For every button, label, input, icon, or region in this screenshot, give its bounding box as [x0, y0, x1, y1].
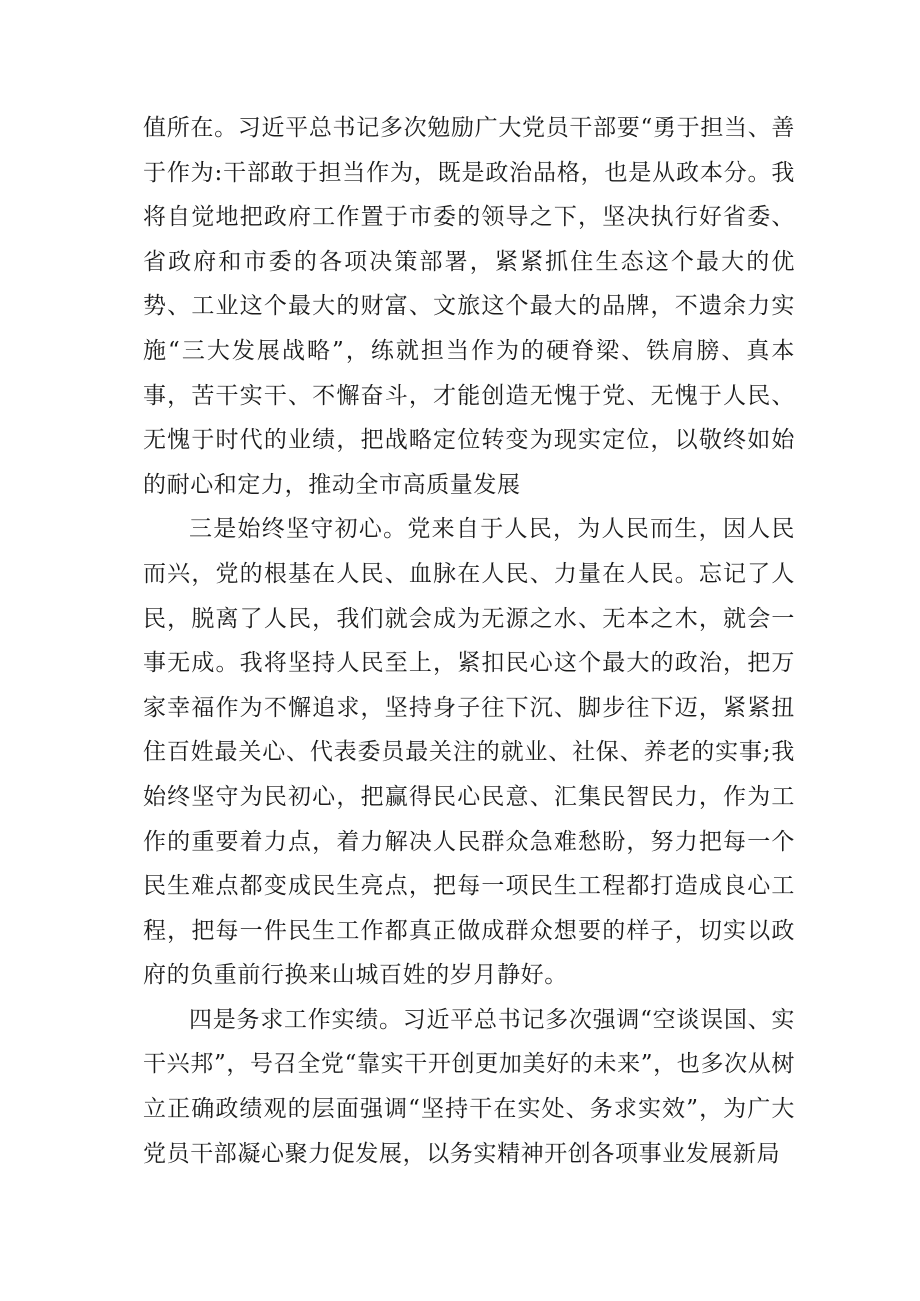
paragraph-continuation: 值所在。习近平总书记多次勉励广大党员干部要“勇于担当、善于作为:干部敢于担当作为，既是政治品格，也是从政本分。我将自觉地把政府工作置于市委的领导之下，坚决执行好省委、省政府和市委的各项决策部署，紧紧抓住生态这个最大的优势、工业这个最大的财富、文旅这个最大的品牌，不遗余力实施“三大发展战略”，练就担当作为的硬脊梁、铁肩膀、真本事，苦干实干、不懈奋斗，才能创造无愧于党、无愧于人民、无愧于时代的业绩，把战略定位转变为现实定位，以敬终如始的耐心和定力，推动全市高质量发展: [143, 115, 795, 498]
document-body: [143, 106, 795, 1176]
paragraph-third-point: 三是始终坚守初心。党来自于人民，为人民而生，因人民而兴，党的根基在人民、血脉在人民、力量在人民。忘记了人民，脱离了人民，我们就会成为无源之水、无本之木，就会一事无成。我将坚持人民至上，紧扣民心这个最大的政治，把万家幸福作为不懈追求，坚持身子往下沉、脚步往下迈，紧紧扭住百姓最关心、代表委员最关注的就业、社保、养老的实事;我始终坚守为民初心，把赢得民心民意、汇集民智民力，作为工作的重要着力点，着力解决人民群众急难愁盼，努力把每一个民生难点都变成民生亮点，把每一项民生工程都打造成良心工程，把每一件民生工作都真正做成群众想要的样子，切实以政府的负重前行换来山城百姓的岁月静好。: [143, 516, 795, 989]
paragraph-fourth-point: 四是务求工作实绩。习近平总书记多次强调“空谈误国、实干兴邦”，号召全党“靠实干开创更加美好的未来”，也多次从树立正确政绩观的层面强调“坚持干在实处、务求实效”，为广大党员干部凝心聚力促发展，以务实精神开创各项事业发展新局: [143, 1006, 795, 1167]
